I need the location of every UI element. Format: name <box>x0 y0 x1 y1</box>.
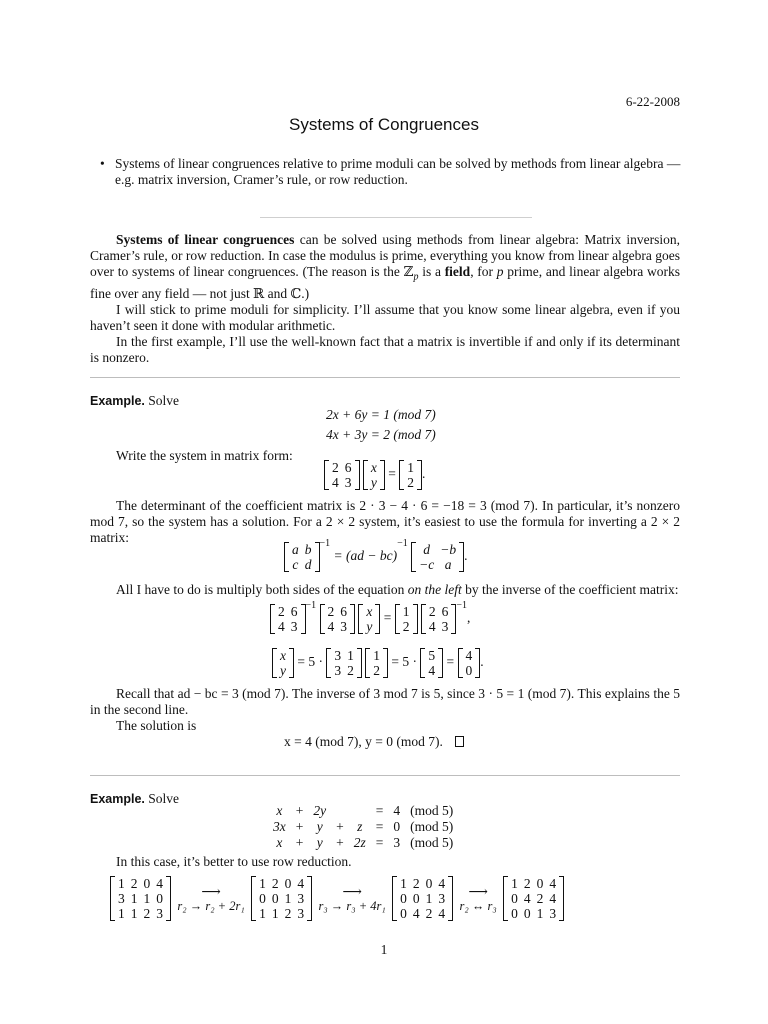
row-reduction-chain <box>110 876 564 921</box>
solution-equation: x = 4 (mod 7), y = 0 (mod 7). <box>284 734 464 750</box>
section-divider <box>90 377 680 378</box>
row-operation: ⟶ r₂ → r₂ + 2r₁ <box>177 883 245 913</box>
intro-section <box>90 232 680 366</box>
page-title: Systems of Congruences <box>289 115 479 134</box>
qed-icon <box>455 736 464 747</box>
matrix: 4 0 <box>458 648 481 678</box>
matrix: 2 6 4 3 <box>270 604 306 634</box>
matrix: 2 6 4 3 <box>421 604 457 634</box>
matrix: 2 6 4 3 <box>324 460 360 490</box>
matrix-equation: x y = 5 · 3 1 3 2 1 2 = 5 · 5 4 = 4 0 . <box>272 648 484 678</box>
summary-text: Systems of linear congruences relative to prime moduli can be solved by methods from linear algebra — e.g. matrix inversion, Cramer’s rule, or row reduction. <box>115 156 681 187</box>
solution-label: The solution is <box>116 718 197 733</box>
bullet-icon: • <box>100 156 105 171</box>
equation: 4x + 3y = 2 (mod 7) <box>326 427 436 442</box>
inverse-formula: a b c d $^{-1}$ = (ad − bc)$^{-1}$ d −b −c a . <box>284 542 467 572</box>
augmented-matrix: 1 2 0 4 3 1 1 0 1 1 2 3 <box>110 876 171 921</box>
intro-paragraph-3: In the first example, I’ll use the well-known fact that a matrix is invertible if and only if its determinant is nonzero. <box>90 333 680 365</box>
page-number: 1 <box>380 942 388 957</box>
matrix: 1 2 <box>365 648 388 678</box>
matrix: 5 4 <box>420 648 443 678</box>
section-divider <box>90 775 680 776</box>
matrix: 2 6 4 3 <box>320 604 356 634</box>
matrix-equation: 2 6 4 3 $^{-1}$ 2 6 4 3 x y = 1 2 2 6 4 3 $^{-1}$, <box>270 604 470 634</box>
document-date: 6-22-2008 <box>625 94 680 109</box>
intro-paragraph-1: Systems of linear congruences can be solved using methods from linear algebra: Matrix inversion, Cramer’s rule, or row reduction. In case the modulus is prime, everything you know from linear algebra goes over to systems of linear congruences. (The reason is the ℤ$_p$ is a field, for p prime, and linear algebra works fine over any field — not just ℝ and ℂ.) <box>90 232 681 301</box>
row-operation: ⟶ r₃ → r₃ + 4r₁ <box>318 883 386 913</box>
intro-paragraph-2: I will stick to prime moduli for simplicity. I’ll assume that you know some linear algebra, even if you haven’t seen it done with modular arithmetic. <box>90 301 680 333</box>
matrix: x y <box>363 460 385 490</box>
determinant-paragraph: The determinant of the coefficient matrix is 2 · 3 − 4 · 6 = −18 = 3 (mod 7). In particular, it’s nonzero mod 7, so the system has a solution. For a 2 × 2 system, it’s easiest to use the formula for inverting a 2 × 2 matrix: <box>90 498 680 545</box>
system-row: 3x + y + z = 0 (mod 5) <box>273 819 454 834</box>
multiply-paragraph: All I have to do is multiply both sides of the equation on the left by the inverse of the coefficient matrix: <box>116 582 679 597</box>
row-operation: ⟶ r₂ ↔ r₃ <box>459 883 497 913</box>
augmented-matrix: 1 2 0 4 0 0 1 3 1 1 2 3 <box>251 876 312 921</box>
matrix-form-label: Write the system in matrix form: <box>116 448 293 463</box>
system-row: x + 2y = 4 (mod 5) <box>276 803 454 818</box>
matrix: 1 2 <box>399 460 422 490</box>
matrix-equation: 2 6 4 3 x y = 1 2 . <box>324 460 425 490</box>
matrix: 1 2 <box>395 604 418 634</box>
equation: 2x + 6y = 1 (mod 7) <box>326 407 436 422</box>
recall-paragraph: Recall that ad − bc = 3 (mod 7). The inverse of 3 mod 7 is 5, since 3 · 5 = 1 (mod 7). This explains the 5 in the second line. <box>90 686 680 717</box>
matrix: d −b −c a <box>411 542 464 572</box>
matrix: a b c d <box>284 542 320 572</box>
augmented-matrix: 1 2 0 4 0 4 2 4 0 0 1 3 <box>503 876 564 921</box>
example-2-heading: Example. Solve <box>90 791 180 806</box>
system-row: x + y + 2z = 3 (mod 5) <box>276 835 454 850</box>
congruence-system <box>268 803 458 851</box>
matrix: x y <box>272 648 294 678</box>
divider <box>260 217 532 218</box>
augmented-matrix: 1 2 0 4 0 0 1 3 0 4 2 4 <box>392 876 453 921</box>
matrix: 3 1 3 2 <box>326 648 362 678</box>
example-1-heading: Example. Solve <box>90 393 180 408</box>
row-reduction-label: In this case, it’s better to use row reduction. <box>116 854 352 869</box>
matrix: x y <box>358 604 380 634</box>
